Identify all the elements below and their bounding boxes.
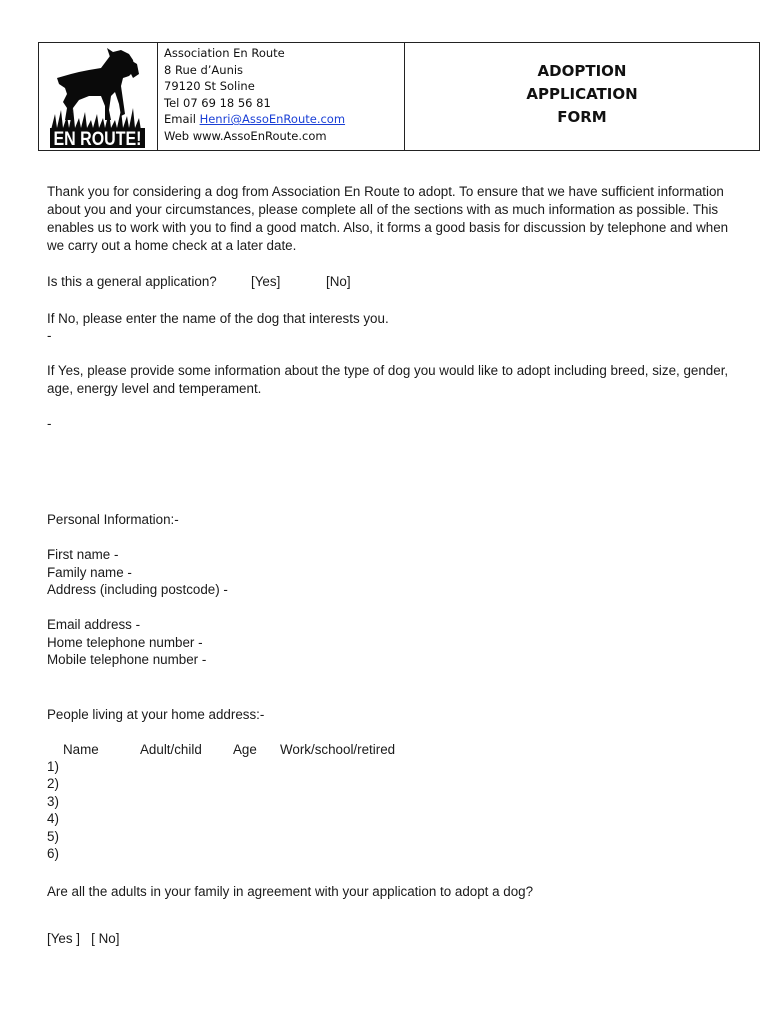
general-yes-option[interactable]: [Yes]: [251, 274, 281, 289]
column-adult-child: Adult/child: [140, 742, 202, 757]
household-row[interactable]: 4): [47, 811, 59, 826]
city-address: 79120 St Soline: [164, 79, 255, 93]
title-line-2: APPLICATION: [526, 85, 638, 103]
personal-info-heading: Personal Information:-: [47, 512, 179, 527]
title-line-1: ADOPTION: [537, 62, 627, 80]
household-row[interactable]: 6): [47, 846, 59, 861]
email-label: Email: [164, 112, 200, 126]
address-field[interactable]: Address (including postcode) -: [47, 582, 228, 597]
family-name-field[interactable]: Family name -: [47, 565, 132, 580]
first-name-field[interactable]: First name -: [47, 547, 119, 562]
household-row[interactable]: 2): [47, 776, 59, 791]
agreement-options[interactable]: [Yes ] [ No]: [47, 931, 120, 946]
if-no-prompt: If No, please enter the name of the dog that interests you.: [47, 311, 389, 326]
org-name: Association En Route: [164, 46, 285, 60]
contact-details: [158, 43, 405, 150]
title-line-3: FORM: [557, 108, 607, 126]
household-row[interactable]: 5): [47, 829, 59, 844]
household-row[interactable]: 3): [47, 794, 59, 809]
street-address: 8 Rue d’Aunis: [164, 62, 244, 77]
general-no-option[interactable]: [No]: [326, 274, 351, 289]
mobile-phone-field[interactable]: Mobile telephone number -: [47, 652, 207, 667]
column-work-school-retired: Work/school/retired: [280, 742, 396, 757]
email-line: [164, 111, 404, 128]
if-yes-answer[interactable]: -: [47, 416, 52, 431]
email-field[interactable]: Email address -: [47, 617, 141, 632]
general-application-question: Is this a general application?: [47, 274, 217, 289]
column-name: Name: [63, 742, 99, 757]
form-title: [405, 43, 759, 150]
column-age: Age: [233, 742, 257, 757]
email-link[interactable]: Henri@AssoEnRoute.com: [199, 112, 346, 126]
if-no-answer[interactable]: -: [47, 328, 52, 343]
intro-paragraph: Thank you for considering a dog from Association En Route to adopt. To ensure that we have sufficient information about you and your circumstances, please complete all of the sections with as much information as possible. This enables us to work with you to find a good match. Also, it forms a good basis for discussion by telephone and when we carry out a home check at a later date.: [47, 184, 729, 253]
letterhead: [38, 42, 760, 151]
logo-text: EN ROUTE!: [53, 129, 142, 148]
household-heading: People living at your home address:-: [47, 707, 265, 722]
agreement-question: Are all the adults in your family in agreement with your application to adopt a dog?: [47, 884, 534, 899]
website: Web www.AssoEnRoute.com: [164, 128, 327, 143]
household-row[interactable]: 1): [47, 759, 59, 774]
if-yes-prompt: If Yes, please provide some information about the type of dog you would like to adopt including breed, size, gender, age, energy level and temperament.: [47, 363, 729, 396]
logo-cell: [39, 43, 158, 150]
home-phone-field[interactable]: Home telephone number -: [47, 635, 203, 650]
telephone: Tel 07 69 18 56 81: [164, 95, 271, 110]
en-route-dog-logo: [49, 48, 149, 148]
